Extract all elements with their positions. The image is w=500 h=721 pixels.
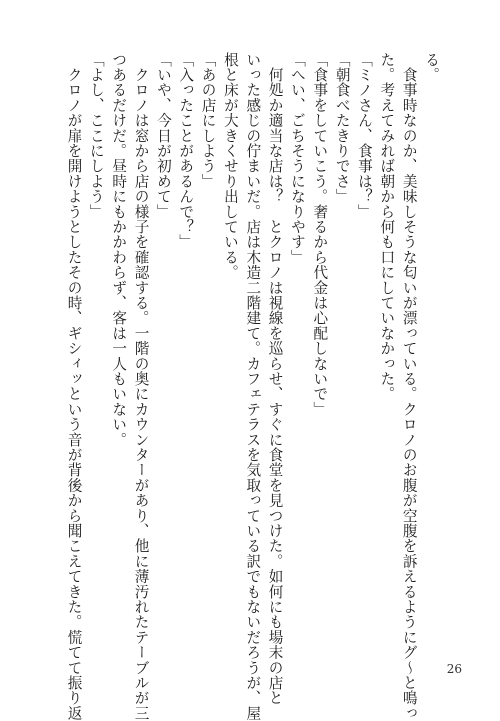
page-number: 26 [446,662,462,676]
text-line: 「食事をしていこう。奢るから代金は心配しないで」 [311,52,329,417]
text-line: 根と床が大きくせり出している。 [221,52,239,280]
text-line: クロノが扉を開けようとしたその時、ギシィッという音が背後から聞こえてきた。慌てて振り返 [65,52,83,721]
text-line: 何処か適当な店は？ とクロノは視線を巡らせ、すぐに食堂を見つけた。如何にも場末の店と [266,52,284,706]
text-line: つあるだけだ。昼時にもかかわらず、客は一人もいない。 [110,52,128,448]
text-line: 「よし、ここにしよう」 [87,52,105,220]
text-line: 「へい、ごちそうになりやす」 [288,52,306,265]
text-line: クロノは窓から店の様子を確認する。一階の奥にカウンターがあり、他に薄汚れたテーブルが三 [132,52,150,721]
text-line: 「入ったことがあるんで？」 [177,52,195,250]
text-line: いった感じの佇まいだ。店は木造二階建て。カフェテラスを気取っている訳でもないだろうが、屋 [244,52,262,721]
text-line: る。 [423,52,440,83]
text-line: 「あの店にしよう」 [199,52,217,189]
text-line: 「ミノさん、食事は？」 [355,52,373,220]
text-line: た。考えてみれば朝から何も口にしていなかった。 [378,52,396,402]
text-line: 「いや、今日が初めて」 [154,52,172,220]
vertical-text-body [62,52,442,721]
text-line: 「朝食べたきりでさ」 [333,52,351,204]
text-line: 食事時なのか、美味しそうな匂いが漂っている。クロノのお腹が空腹を訴えるようにグ～と鳴っ [400,52,418,721]
